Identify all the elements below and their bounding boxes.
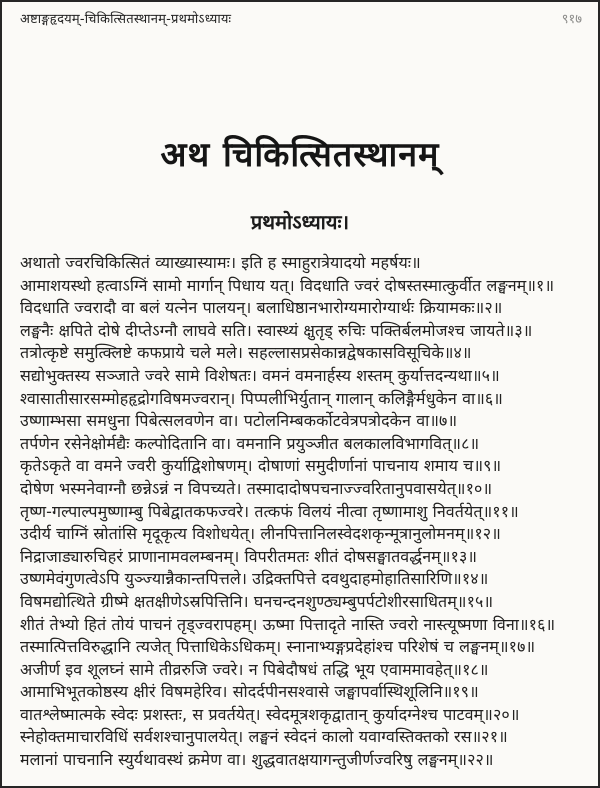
verse-line: श्वासातीसारसम्मोहहृद्रोगविषमज्वरान्। पिप्पलीभिर्युतान् गालान् कलिङ्गैर्मधुकेन वा॥६॥ bbox=[20, 388, 503, 408]
verse-line: अथातो ज्वरचिकित्सितं व्याख्यास्यामः। इति ह स्माहुरात्रेयादयो महर्षयः॥ bbox=[20, 253, 421, 272]
verse-line: सद्योभुक्तस्य सञ्जाते ज्वरे सामे विशेषतः। वमनं वमनार्हस्य शस्तम् कुर्यात्तदन्यथा॥५॥ bbox=[20, 365, 500, 385]
verse-line: तर्पणेन रसेनेक्षोर्मद्यैः कल्पोदितानि वा। वमनानि प्रयुञ्जीत बलकालविभागवित्॥८॥ bbox=[20, 433, 480, 453]
verse-line: तत्रोत्कृष्टे समुत्क्लिष्टे कफप्राये चले मले। सहल्लासप्रसेकान्नद्वेषकासविसूचिके॥४॥ bbox=[20, 343, 472, 363]
verse-line: मलानां पाचनानि स्युर्यथावस्थं क्रमेण वा। शुद्धवातक्षयागन्तुजीर्णज्वरिषु लङ्घनम्॥२२॥ bbox=[20, 750, 494, 770]
verse-line: कृतेऽकृते वा वमने ज्वरी कुर्याद्विशोषणम्। दोषाणां समुदीर्णानां पाचनाय शमाय च॥९॥ bbox=[20, 456, 502, 476]
verse-line: उदीर्य चाग्निं स्रोतांसि मृदूकृत्य विशोधयेत्। लीनपित्तानिलस्वेदशकृन्मूत्रानुलोमनम्॥१२॥ bbox=[20, 524, 501, 544]
running-title: अष्टाङ्गहृदयम्-चिकित्सितस्थानम्-प्रथमोऽध्यायः bbox=[20, 12, 232, 27]
verse-line: विदधाति ज्वरादौ वा बलं यत्नेन पालयन्। बलाधिष्ठानभारोग्यमारोग्यार्थः क्रियामकः॥२॥ bbox=[20, 298, 503, 318]
verse-line: लङ्घनैः क्षपिते दोषे दीप्तेऽग्नौ लाघवे सति। स्वास्थ्यं क्षुतृड् रुचिः पक्तिर्बलमोजश्च जायते॥३॥ bbox=[20, 320, 533, 340]
page-number: ९१७ bbox=[561, 12, 582, 27]
verse-line: अजीर्ण इव शूलघ्नं सामे तीव्ररुजि ज्वरे। न पिबेदौषधं तद्धि भूय एवाममावहेत्॥१८॥ bbox=[20, 659, 489, 679]
verse-line: दोषेण भस्मनेवाग्नौ छन्नेऽन्नं न विपच्यते। तस्मादादोषपचनाज्ज्वरितानुपवासयेत्॥१०॥ bbox=[20, 478, 493, 498]
chapter-title: प्रथमोऽध्यायः। bbox=[250, 210, 350, 234]
verse-line: निद्राजाड्यारुचिहरं प्राणानामवलम्बनम्। विपरीतमतः शीतं दोषसङ्घातवर्द्धनम्॥१३॥ bbox=[20, 546, 478, 566]
verse-text-block bbox=[20, 252, 588, 772]
section-title: अथ चिकित्सितस्थानम् bbox=[160, 135, 440, 175]
verse-line: आमाभिभूतकोष्ठस्य क्षीरं विषमहेरिव। सोदर्दपीनसश्वासे जङ्घापर्वास्थिशूलिनि॥१९॥ bbox=[20, 682, 479, 702]
verse-line: शीतं तेभ्यो हितं तोयं पाचनं तृड्ज्वरापहम्। ऊष्मा पित्तादृते नास्ति ज्वरो नास्त्यूष्मणा विना॥१६॥ bbox=[20, 614, 556, 634]
verse-line: वातश्लेष्मात्मके स्वेदः प्रशस्तः, स प्रवर्तयेत्। स्वेदमूत्रशकृद्वातान् कुर्यादग्नेश्च पाटवम्॥२०॥ bbox=[20, 704, 520, 724]
verse-line: तृष्ण-गल्पाल्पमुष्णाम्बु पिबेद्वातकफज्वरे। तत्कफं विलयं नीत्वा तृष्णामाशु निवर्तयेत्॥११॥ bbox=[20, 501, 519, 521]
verse-line: स्नेहोक्तमाचारविधिं सर्वशश्चानुपालयेत्। लङ्घनं स्वेदनं कालो यवाग्वस्तिक्तको रस॥२१॥ bbox=[20, 727, 508, 747]
verse-line: तस्मात्पित्तविरुद्धानि त्यजेत् पित्ताधिकेऽधिकम्। स्नानाभ्यङ्गप्रदेहांश्च परिशेषं च लङ्घनम्॥१७॥ bbox=[20, 637, 536, 657]
verse-line: आमाशयस्थो हत्वाऽग्निं सामो मार्गान् पिधाय यत्। विदधाति ज्वरं दोषस्तस्मात्कुर्वीत लङ्घनम्॥१॥ bbox=[20, 275, 555, 295]
verse-line: उष्णाम्भसा समधुना पिबेत्सलवणेन वा। पटोलनिम्बकर्कोटवेत्रपत्रोदकेन वा॥७॥ bbox=[20, 411, 458, 431]
page-header bbox=[20, 9, 582, 27]
verse-line: विषमद्योत्थिते ग्रीष्मे क्षतक्षीणेऽस्रपित्तिनि। घनचन्दनशुण्ठ्यम्बुपर्पटोशीरसाधितम्॥१५॥ bbox=[20, 591, 494, 611]
verse-line: उष्णमेवंगुणत्वेऽपि युञ्ज्यान्नैकान्तपित्तले। उद्रिक्तपित्ते दवथुदाहमोहातिसारिणि॥१४॥ bbox=[20, 569, 489, 589]
